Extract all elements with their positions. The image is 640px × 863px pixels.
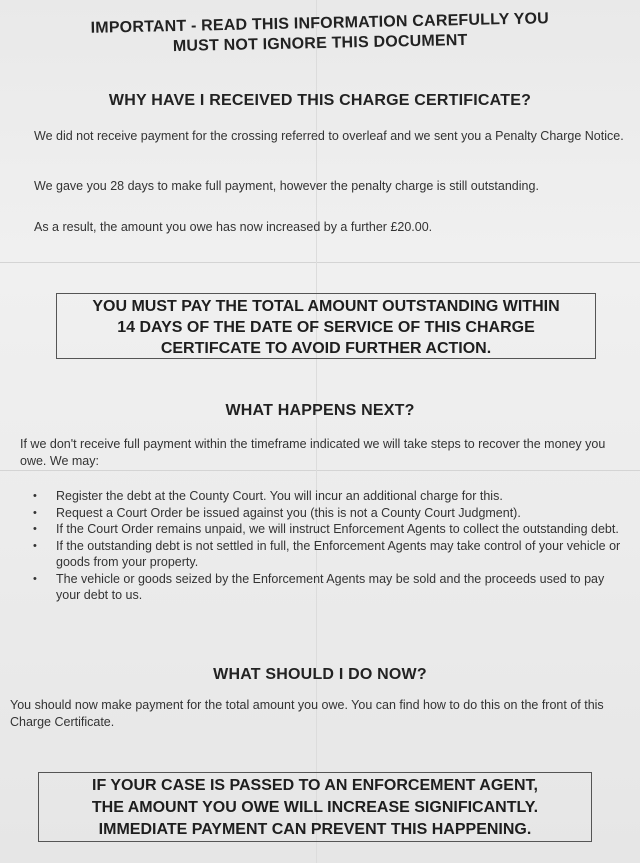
what-should-i-do-heading: WHAT SHOULD I DO NOW? xyxy=(213,666,427,683)
list-item-text: The vehicle or goods seized by the Enforcement Agents may be sold and the proceeds used to pay your debt to us. xyxy=(56,571,605,602)
payment-deadline-line1: YOU MUST PAY THE TOTAL AMOUNT OUTSTANDING WITHIN xyxy=(92,298,560,315)
what-happens-next-heading: WHAT HAPPENS NEXT? xyxy=(225,402,415,419)
list-item xyxy=(30,571,630,604)
bullet-icon: • xyxy=(33,490,37,502)
bullet-icon: • xyxy=(33,523,37,535)
important-notice xyxy=(0,7,640,60)
payment-deadline-line3: CERTIFCATE TO AVOID FURTHER ACTION. xyxy=(160,340,492,357)
what-happens-next-intro: If we don't receive full payment within the timeframe indicated we will take steps to recover the money you owe. We may: xyxy=(20,437,606,468)
enforcement-warning-line1: IF YOUR CASE IS PASSED TO AN ENFORCEMENT AGENT, xyxy=(92,777,538,794)
list-item-text: If the Court Order remains unpaid, we will instruct Enforcement Agents to collect the outstanding debt. xyxy=(56,522,619,536)
paper-fold-line xyxy=(0,262,640,263)
enforcement-warning-box xyxy=(38,772,592,842)
enforcement-warning-line2: THE AMOUNT YOU OWE WILL INCREASE SIGNIFICANTLY. xyxy=(91,799,539,816)
section1-paragraph-2: We gave you 28 days to make full payment, however the penalty charge is still outstanding. xyxy=(34,179,539,193)
important-notice-line2: MUST NOT IGNORE THIS DOCUMENT xyxy=(172,31,468,56)
list-item xyxy=(30,521,630,538)
bullet-icon: • xyxy=(33,506,37,519)
list-item xyxy=(30,538,630,571)
list-item xyxy=(30,505,630,522)
bullet-icon: • xyxy=(33,539,37,552)
section1-paragraph-1: We did not receive payment for the crossing referred to overleaf and we sent you a Penalty Charge Notice. xyxy=(34,129,624,143)
list-item-text: If the outstanding debt is not settled in full, the Enforcement Agents may take control of your vehicle or goods from your property. xyxy=(56,538,621,569)
section1-paragraph-3: As a result, the amount you owe has now increased by a further £20.00. xyxy=(34,220,433,234)
why-received-heading: WHY HAVE I RECEIVED THIS CHARGE CERTIFICATE? xyxy=(108,92,532,109)
enforcement-warning-line3: IMMEDIATE PAYMENT CAN PREVENT THIS HAPPENING. xyxy=(98,821,532,838)
list-item xyxy=(30,488,630,505)
paper-fold-line xyxy=(0,470,640,471)
bullet-icon: • xyxy=(33,572,37,585)
important-notice-line1: IMPORTANT - READ THIS INFORMATION CAREFULLY YOU xyxy=(90,10,550,37)
list-item-text: Register the debt at the County Court. You will incur an additional charge for this. xyxy=(56,489,503,503)
list-item-text: Request a Court Order be issued against you (this is not a County Court Judgment). xyxy=(56,505,521,520)
payment-deadline-box xyxy=(56,293,596,359)
recovery-steps-list xyxy=(30,488,630,604)
what-should-i-do-paragraph: You should now make payment for the total amount you owe. You can find how to do this on the front of this Charge Certificate. xyxy=(10,698,604,729)
payment-deadline-line2: 14 DAYS OF THE DATE OF SERVICE OF THIS CHARGE xyxy=(117,319,535,336)
